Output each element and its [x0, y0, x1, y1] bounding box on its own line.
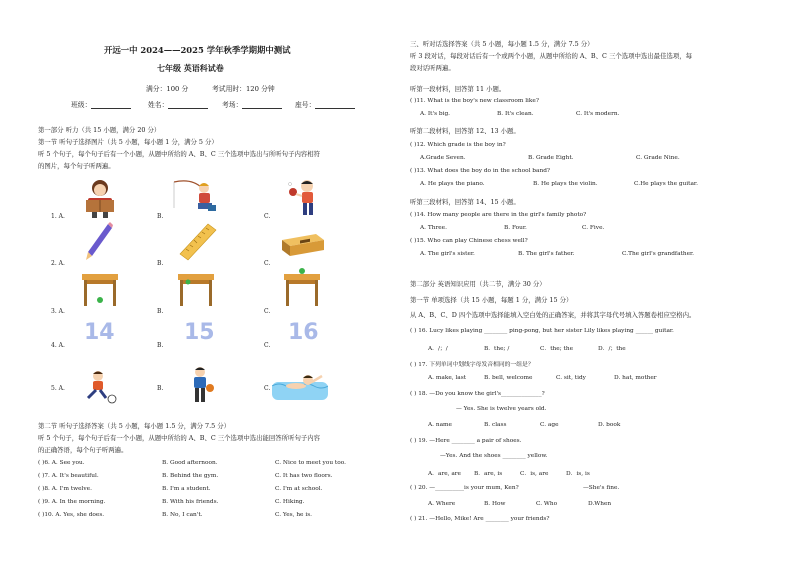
- q2-option-b[interactable]: B.: [157, 260, 164, 267]
- q17-option-d[interactable]: D. hat, mother: [614, 375, 657, 381]
- q18-option-a[interactable]: A. name: [428, 422, 452, 428]
- q20-reply: —She's fine.: [583, 485, 620, 491]
- field-seat-label: 座号：: [295, 101, 316, 109]
- q11-option-c[interactable]: C. It's modern.: [576, 111, 620, 117]
- q3-option-c[interactable]: C.: [264, 308, 271, 315]
- field-name[interactable]: [148, 99, 208, 109]
- q11-option-a[interactable]: A. It's big.: [420, 111, 451, 117]
- desk-ball-in-image: [176, 272, 216, 308]
- exam-subtitle: 七年级 英语科试卷: [157, 63, 224, 73]
- material2-label: 听第二段材料，回答第 12、13 小题。: [410, 127, 520, 135]
- desk-ball-under-image: [80, 272, 120, 308]
- q19-option-d[interactable]: D．is, is: [566, 471, 590, 477]
- q4-option-b[interactable]: B.: [157, 342, 164, 349]
- q20-option-c[interactable]: C. Who: [536, 501, 558, 507]
- q19-option-a[interactable]: A．are, are: [428, 471, 461, 477]
- q20-option-b[interactable]: B. How: [484, 501, 506, 507]
- q7-option-c[interactable]: C. It has two floors.: [275, 473, 333, 479]
- q14-option-a[interactable]: A. Three.: [420, 225, 447, 231]
- q5-option-c[interactable]: C.: [264, 385, 271, 392]
- boy-basketball-image: [184, 366, 216, 404]
- number-15-image: 15: [184, 320, 215, 345]
- q15-option-c[interactable]: C.The girl's grandfather.: [622, 251, 694, 257]
- q6-option-c[interactable]: C. Nice to meet you too.: [275, 460, 346, 466]
- q15-option-b[interactable]: B. The girl's father.: [518, 251, 575, 257]
- exam-title: 开远一中 2024——2025 学年秋季学期期中测试: [104, 45, 291, 55]
- q1-option-b[interactable]: B.: [157, 213, 164, 220]
- section1-desc-line2: 的图片，每个句子听两遍。: [38, 162, 115, 170]
- q19-question[interactable]: ( ) 19. —Here ________ a pair of shoes.: [410, 438, 522, 444]
- part2-heading: 第二部分 英语知识应用（共二节，满分 30 分）: [410, 280, 546, 288]
- section2-heading: 第二节 听句子选择答案（共 5 小题，每小题 1.5 分，满分 7.5 分）: [38, 422, 230, 430]
- section2-desc-line1: 听 5 个句子，每个句子后有一个小题，从题中所给的 A、B、C 三个选项中选出能回答所听句子内容: [38, 434, 321, 442]
- pencil-image: [84, 222, 114, 262]
- number-16-image: 16: [288, 320, 319, 345]
- q13-option-b[interactable]: B. He plays the violin.: [533, 181, 598, 187]
- pencil-box-image: [280, 230, 326, 258]
- field-room[interactable]: [222, 99, 282, 109]
- section1-heading: 第一节 听句子选择图片（共 5 小题，每小题 1 分，满分 5 分）: [38, 138, 218, 146]
- q19-option-c[interactable]: C．is, are: [520, 471, 549, 477]
- q2-option-c[interactable]: C.: [264, 260, 271, 267]
- girl-reading-image: [80, 178, 120, 220]
- q17-option-b[interactable]: B. bell, welcome: [484, 375, 533, 381]
- q7-option-a[interactable]: ( )7. A. It's beautiful.: [38, 473, 99, 479]
- full-score: 满分：100 分: [146, 85, 189, 93]
- field-class[interactable]: [71, 99, 131, 109]
- q20-option-d[interactable]: D.When: [588, 501, 612, 507]
- material3-label: 听第三段材料，回答第 14、15 小题。: [410, 198, 520, 206]
- section3-heading: 三、听对话选择答案（共 5 小题，每小题 1.5 分，满分 7.5 分）: [410, 40, 594, 48]
- q16-option-b[interactable]: B．the; /: [484, 346, 510, 352]
- q3-option-b[interactable]: B.: [157, 308, 164, 315]
- q19-option-b[interactable]: B．are, is: [474, 471, 503, 477]
- q14-option-c[interactable]: C. Five.: [582, 225, 605, 231]
- section3-desc-line2: 段对话听两遍。: [410, 64, 455, 72]
- q15-question[interactable]: ( )15. Who can play Chinese chess well?: [410, 238, 528, 244]
- field-seat[interactable]: [295, 99, 355, 109]
- girl-fishing-image: [172, 178, 220, 214]
- q9-option-c[interactable]: C. Hiking.: [275, 499, 305, 505]
- q16-option-c[interactable]: C．the; the: [540, 346, 574, 352]
- q12-option-c[interactable]: C. Grade Nine.: [636, 155, 680, 161]
- section4-desc: 从 A、B、C、D 四个选项中选择能填入空白处的正确答案，并将其字母代号填入答题卷相应空格内。: [410, 311, 696, 319]
- q11-question[interactable]: ( )11. What is the boy's new classroom like?: [410, 98, 539, 104]
- section3-desc-line1: 听 3 段对话，每段对话后有一个或两个小题，从题中所给的 A、B、C 三个选项中选出最佳选项，每: [410, 52, 693, 60]
- ruler-image: [178, 222, 218, 262]
- q19-reply: —Yes. And the shoes ________ yellow.: [440, 453, 548, 459]
- q5-option-a[interactable]: 5. A.: [51, 385, 65, 392]
- q7-option-b[interactable]: B. Behind the gym.: [162, 473, 219, 479]
- q12-question[interactable]: ( )12. Which grade is the boy in?: [410, 142, 506, 148]
- section1-desc-line1: 听 5 个句子，每个句子后有一个小题，从题中所给的 A、B、C 三个选项中选出与所听句子内容相符: [38, 150, 321, 158]
- q17-option-a[interactable]: A. make, last: [428, 375, 467, 381]
- q1-option-a[interactable]: 1. A.: [51, 213, 65, 220]
- q15-option-a[interactable]: A. The girl's sister.: [420, 251, 475, 257]
- q6-option-a[interactable]: ( )6. A. See you.: [38, 460, 85, 466]
- q8-option-a[interactable]: ( )8. A. I'm twelve.: [38, 486, 92, 492]
- q8-option-c[interactable]: C. I'm at school.: [275, 486, 323, 492]
- q16-option-d[interactable]: D．/；the: [598, 346, 626, 352]
- field-name-label: 姓名：: [148, 101, 169, 109]
- number-14-image: 14: [84, 320, 115, 345]
- q10-option-a[interactable]: ( )10. A. Yes, she does.: [38, 512, 105, 518]
- q16-question[interactable]: ( ) 16. Lucy likes playing ________ ping-pong, but her sister Lily likes playing ______ guitar.: [410, 328, 674, 334]
- q18-question[interactable]: ( ) 18. —Do you know the girl's______________?: [410, 391, 545, 397]
- q13-question[interactable]: ( )13. What does the boy do in the school band?: [410, 168, 551, 174]
- q21-question[interactable]: ( ) 21. —Hello, Mike! Are ________ your friends?: [410, 516, 550, 522]
- section4-heading: 第一节 单项选择（共 15 小题，每题 1 分，满分 15 分）: [410, 296, 573, 304]
- q16-option-a[interactable]: A．/；/: [428, 346, 448, 352]
- q14-option-b[interactable]: B. Four.: [504, 225, 527, 231]
- girl-table-tennis-image: [285, 178, 325, 218]
- q9-option-a[interactable]: ( )9. A. In the morning.: [38, 499, 106, 505]
- q17-question[interactable]: ( ) 17. 下列单词中划线字母发音相同的一组是？: [410, 362, 534, 368]
- boy-swimming-image: [272, 372, 328, 400]
- field-class-label: 班级：: [71, 101, 92, 109]
- desk-ball-on-image: [282, 266, 322, 308]
- q11-option-b[interactable]: B. It's clean.: [497, 111, 534, 117]
- q18-option-c[interactable]: C. age: [540, 422, 559, 428]
- q10-option-b[interactable]: B. No, I can't.: [162, 512, 203, 518]
- q13-option-a[interactable]: A. He plays the piano.: [420, 181, 485, 187]
- q10-option-c[interactable]: C. Yes, he is.: [275, 512, 313, 518]
- q1-option-c[interactable]: C.: [264, 213, 271, 220]
- q4-option-a[interactable]: 4. A.: [51, 342, 65, 349]
- section2-desc-line2: 的正确答语，每个句子听两遍。: [38, 446, 128, 454]
- part1-heading: 第一部分 听力（共 15 小题，满分 20 分）: [38, 126, 161, 134]
- q20-option-a[interactable]: A. Where: [428, 501, 456, 507]
- q20-question[interactable]: ( ) 20. —__________is your mum, Ken?: [410, 485, 519, 491]
- q8-option-b[interactable]: B. I'm a student.: [162, 486, 211, 492]
- q2-option-a[interactable]: 2. A.: [51, 260, 65, 267]
- q18-option-d[interactable]: D. book: [598, 422, 621, 428]
- q14-question[interactable]: ( )14. How many people are there in the girl's family photo?: [410, 212, 587, 218]
- q4-option-c[interactable]: C.: [264, 342, 271, 349]
- boy-football-image: [80, 370, 120, 404]
- q3-option-a[interactable]: 3. A.: [51, 308, 65, 315]
- q12-option-a[interactable]: A.Grade Seven.: [420, 155, 466, 161]
- q5-option-b[interactable]: B.: [157, 385, 164, 392]
- q17-option-c[interactable]: C. sit, tidy: [556, 375, 586, 381]
- material1-label: 听第一段材料，回答第 11 小题。: [410, 85, 506, 93]
- q18-reply: — Yes. She is twelve years old.: [456, 406, 547, 412]
- q9-option-b[interactable]: B. With his friends.: [162, 499, 219, 505]
- field-room-label: 考场：: [222, 101, 243, 109]
- q13-option-c[interactable]: C.He plays the guitar.: [634, 181, 698, 187]
- q18-option-b[interactable]: B. class: [484, 422, 507, 428]
- q6-option-b[interactable]: B. Good afternoon.: [162, 460, 218, 466]
- exam-time: 考试用时：120 分钟: [212, 85, 275, 93]
- q12-option-b[interactable]: B. Grade Eight.: [528, 155, 574, 161]
